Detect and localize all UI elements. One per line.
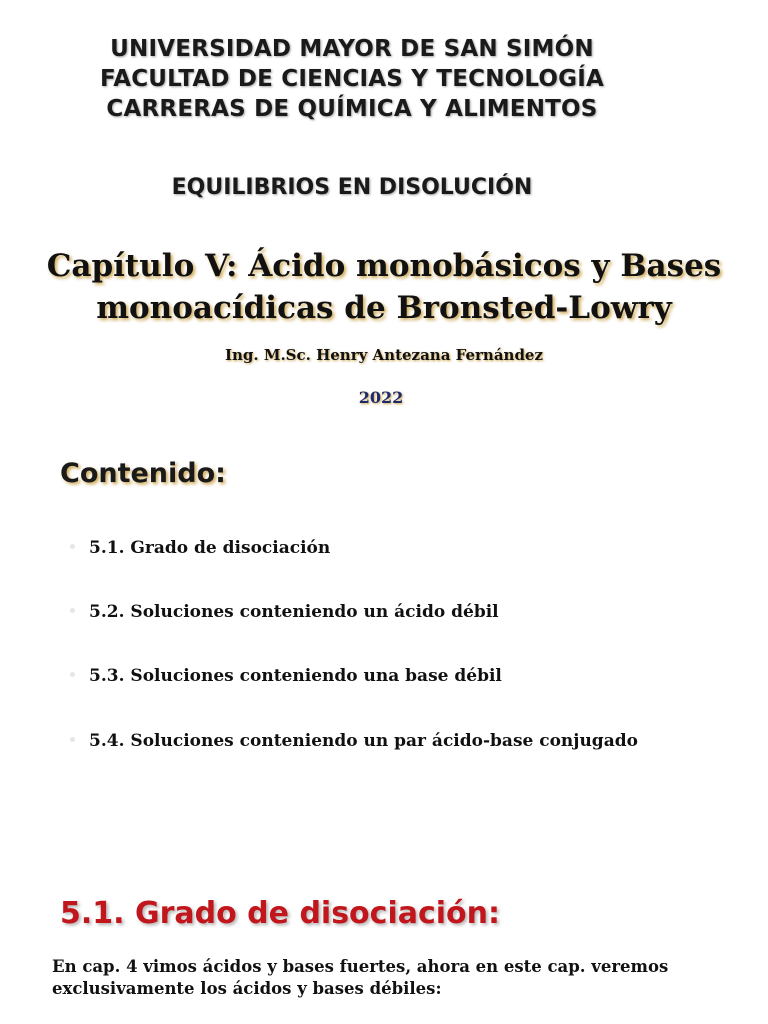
author-name — [0, 346, 768, 364]
list-item — [70, 602, 499, 622]
faculty-name: FACULTAD DE CIENCIAS Y TECNOLOGÍA — [99, 66, 605, 92]
course-title — [0, 175, 768, 200]
chapter-title-line1: Capítulo V: Ácido monobásicos y Bases — [46, 248, 722, 284]
chapter-title-line2: monoacídicas de Bronsted-Lowry — [96, 290, 672, 326]
contents-heading: Contenido: — [60, 458, 226, 489]
section-heading: 5.1. Grado de disociación: — [60, 896, 501, 931]
bullet-icon — [70, 608, 75, 613]
list-item-text: 5.2. Soluciones conteniendo un ácido débil — [89, 602, 499, 622]
year-text: 2022 — [358, 388, 404, 407]
author-name-text: Ing. M.Sc. Henry Antezana Fernández — [224, 346, 543, 364]
paragraph-line: En cap. 4 vimos ácidos y bases fuertes, ahora en este cap. veremos — [52, 957, 669, 976]
university-name: UNIVERSIDAD MAYOR DE SAN SIMÓN — [110, 36, 594, 62]
course-title-text: EQUILIBRIOS EN DISOLUCIÓN — [171, 175, 533, 200]
paragraph-line: exclusivamente los ácidos y bases débiles: — [52, 979, 442, 998]
bullet-icon — [70, 672, 75, 677]
bullet-icon — [70, 737, 75, 742]
careers-name: CARRERAS DE QUÍMICA Y ALIMENTOS — [106, 96, 598, 122]
list-item-text: 5.4. Soluciones conteniendo un par ácido-base conjugado — [89, 731, 638, 751]
year — [0, 388, 768, 407]
list-item — [70, 666, 502, 686]
bullet-icon — [70, 544, 75, 549]
list-item — [70, 538, 330, 558]
list-item-text: 5.3. Soluciones conteniendo una base débil — [89, 666, 502, 686]
list-item — [70, 731, 638, 751]
section-paragraph — [52, 956, 742, 1000]
list-item-text: 5.1. Grado de disociación — [89, 538, 331, 558]
